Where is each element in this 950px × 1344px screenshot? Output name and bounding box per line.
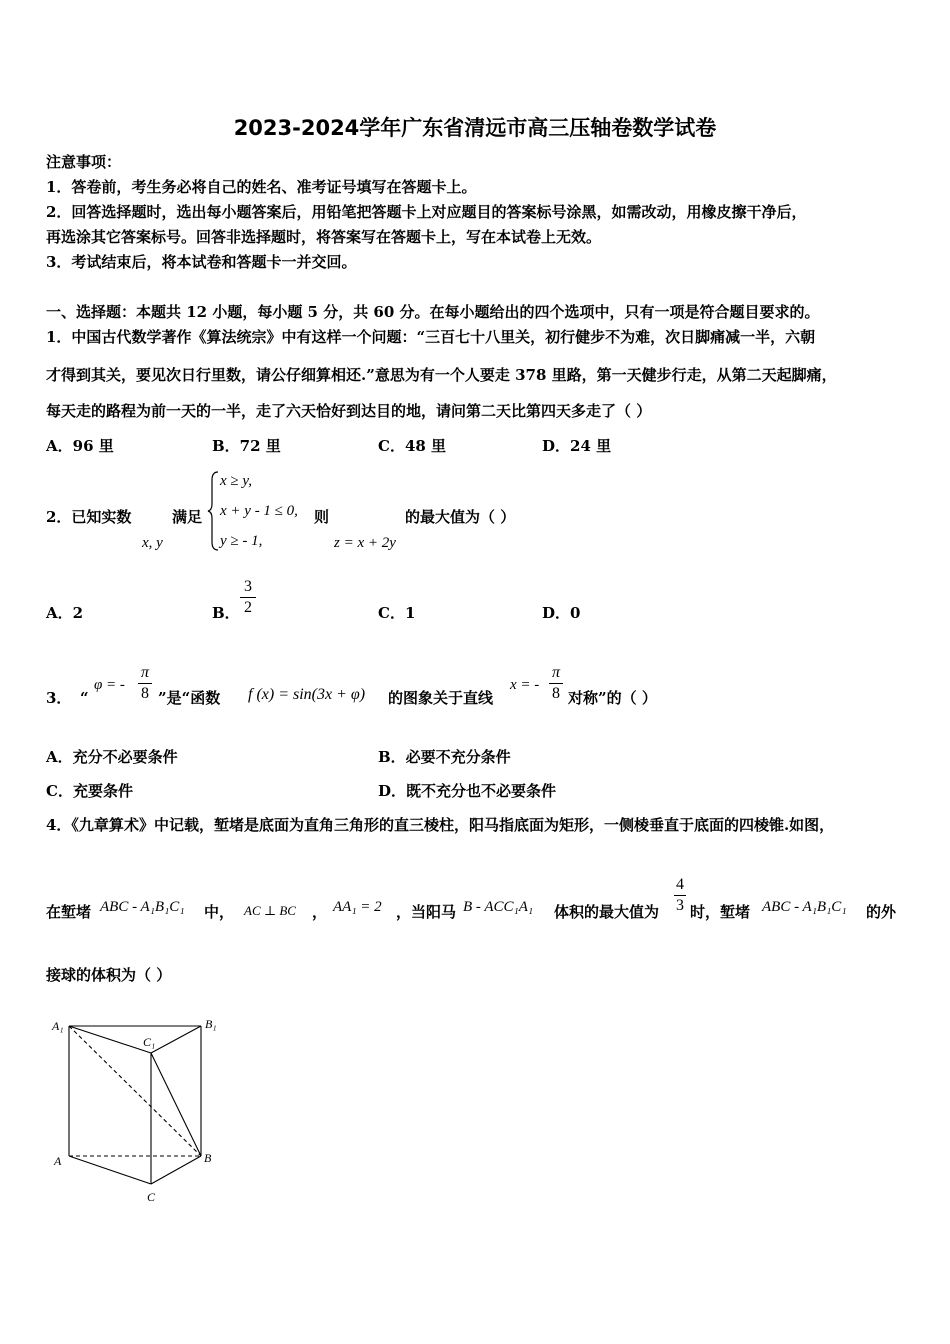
edge-c1-b	[151, 1053, 201, 1156]
notice-item-2: 2．回答选择题时，选出每小题答案后，用铅笔把答题卡上对应题目的答案标号涂黑，如需改动，用橡皮擦干净后，	[46, 203, 807, 221]
label-c: C	[147, 1190, 156, 1204]
q3-mid-2: 的图象关于直线	[388, 689, 494, 707]
notice-item-3: 3．考试结束后，将本试卷和答题卡一并交回。	[46, 253, 357, 271]
prism-figure	[40, 1010, 240, 1210]
q4-text-2: 中，	[204, 903, 235, 921]
q2-option-a: A．2	[46, 604, 84, 622]
q4-volume-fraction: 4 3	[676, 876, 684, 914]
label-c1: C₁	[143, 1035, 156, 1049]
q4-text-6: 时，堑堵	[690, 903, 751, 921]
notice-item-2-cont: 再选涂其它答案标号。回答非选择题时，将答案写在答题卡上，写在本试卷上无效。	[46, 228, 602, 246]
q2-constraint-2: x + y - 1 ≤ 0,	[220, 503, 298, 519]
q1-option-a: A．96 里	[46, 437, 114, 455]
edge-c-b	[151, 1156, 201, 1184]
q3-number: 3．	[46, 689, 72, 707]
q2-constraint-1: x ≥ y,	[220, 473, 252, 489]
q3-phi-eq: φ = -	[94, 677, 125, 693]
q2-option-d: D．0	[542, 604, 581, 622]
q3-x-fraction: π 8	[549, 664, 563, 703]
q4-text-7: 的外	[866, 903, 897, 921]
q2-satisfy: 满足	[172, 508, 203, 526]
edge-c1-b1	[151, 1026, 201, 1053]
q3-option-a: A．充分不必要条件	[46, 748, 178, 766]
q3-function: f (x) = sin(3x + φ)	[248, 686, 366, 703]
edge-a1-c1	[69, 1026, 151, 1053]
q2-brace	[207, 470, 221, 552]
q3-option-d: D．既不充分也不必要条件	[378, 782, 557, 800]
q3-end: 对称”的（ ）	[568, 689, 657, 707]
label-b: B	[204, 1151, 212, 1165]
q1-line-3: 每天走的路程为前一天的一半，走了六天恰好到达目的地，请问第二天比第四天多走了（ ）	[46, 402, 652, 420]
label-b1: B₁	[205, 1017, 217, 1031]
notice-heading: 注意事项：	[46, 153, 122, 171]
edge-a-c	[69, 1156, 151, 1184]
q1-option-d: D．24 里	[542, 437, 612, 455]
q3-mid: ”是“函数	[158, 689, 221, 707]
q2-suffix: 的最大值为（ ）	[405, 508, 516, 526]
q2-then: 则	[314, 508, 330, 526]
section-heading: 一、选择题：本题共 12 小题，每小题 5 分，共 60 分。在每小题给出的四个选项中，只有一项是符合题目要求的。	[46, 303, 820, 321]
q2-prefix: 2．已知实数	[46, 508, 132, 526]
q1-line-1: 1．中国古代数学著作《算法统宗》中有这样一个问题：“三百七十八里关，初行健步不为难，次日脚痛减一半，六朝	[46, 328, 816, 346]
label-a: A	[54, 1154, 62, 1168]
q4-text-3: ，	[312, 903, 328, 921]
q2-option-b: B．	[212, 604, 240, 622]
q4-text-4: ，当阳马	[396, 903, 457, 921]
q4-line-1: 4．《九章算术》中记载，堑堵是底面为直角三角形的直三棱柱，阳马指底面为矩形，一侧棱垂直于底面的四棱锥.如图，	[46, 816, 835, 834]
q2-option-c: C．1	[378, 604, 416, 622]
q4-math-2: AC ⊥ BC	[244, 903, 296, 918]
page-title: 2023-2024学年广东省清远市高三压轴卷数学试卷	[233, 116, 717, 140]
edge-a1-b-hidden	[69, 1026, 201, 1156]
q4-math-1: ABC - A₁B₁C₁	[100, 899, 185, 915]
q3-phi-fraction: π 8	[138, 664, 152, 703]
q3-option-b: B．必要不充分条件	[378, 748, 511, 766]
q4-math-3: AA₁ = 2	[333, 899, 382, 915]
q4-math-5: ABC - A₁B₁C₁	[762, 899, 847, 915]
q3-x-eq: x = -	[510, 677, 540, 693]
q4-line-3: 接球的体积为（ ）	[46, 966, 172, 984]
q4-text-1: 在堑堵	[46, 903, 92, 921]
q4-math-4: B - ACC₁A₁	[463, 899, 534, 915]
q1-option-c: C．48 里	[378, 437, 447, 455]
label-a1: A₁	[52, 1019, 64, 1033]
notice-item-1: 1．答卷前，考生务必将自己的姓名、准考证号填写在答题卡上。	[46, 178, 477, 196]
q2-constraint-3: y ≥ - 1,	[220, 533, 263, 549]
q1-line-2: 才得到其关，要见次日行里数，请公仔细算相还.”意思为有一个人要走 378 里路，第一天健步行走，从第二天起脚痛，	[46, 366, 837, 384]
q2-objective: z = x + 2y	[334, 535, 396, 551]
q2-option-b-fraction: 3 2	[240, 578, 256, 617]
q1-option-b: B．72 里	[212, 437, 281, 455]
q3-open-quote: “	[80, 689, 89, 707]
q2-vars: x, y	[142, 535, 163, 551]
q4-text-5: 体积的最大值为	[554, 903, 660, 921]
q3-option-c: C．充要条件	[46, 782, 133, 800]
